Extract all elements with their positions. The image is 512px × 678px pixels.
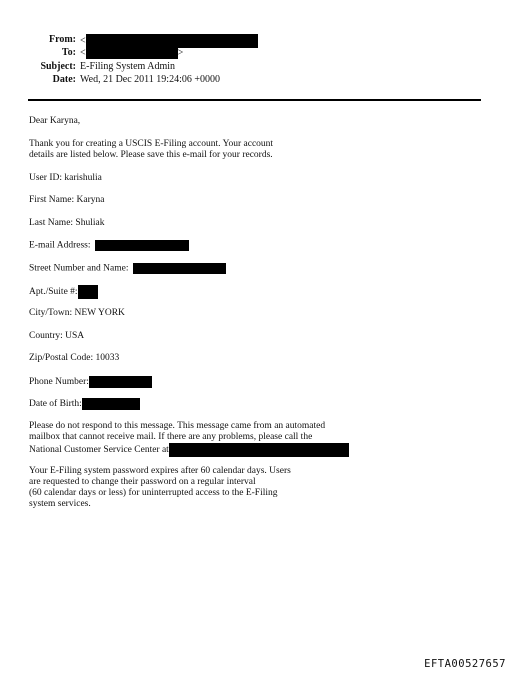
apt-label: Apt./Suite #: <box>29 287 78 298</box>
dob-row <box>29 398 140 410</box>
street-redaction <box>133 263 226 274</box>
password-line-2: are requested to change their password on a regular interval <box>29 477 256 487</box>
greeting: Dear Karyna, <box>29 116 81 126</box>
phone-center-redaction <box>169 443 349 457</box>
intro-line-2: details are listed below. Please save this e-mail for your records. <box>29 150 273 160</box>
intro-line-1: Thank you for creating a USCIS E-Filing account. Your account <box>29 139 274 149</box>
dob-redaction <box>82 398 140 410</box>
zip: Zip/Postal Code: 10033 <box>29 353 120 363</box>
from-redaction <box>86 34 258 48</box>
phone-label: Phone Number: <box>29 377 89 388</box>
city: City/Town: NEW YORK <box>29 308 125 318</box>
notice-line-3: National Customer Service Center at <box>29 445 169 456</box>
date-value: Wed, 21 Dec 2011 19:24:06 +0000 <box>80 74 220 85</box>
apt-row <box>29 285 98 299</box>
date-label: Date: <box>52 74 76 85</box>
dob-label: Date of Birth: <box>29 399 82 410</box>
country: Country: USA <box>29 331 85 341</box>
subject-value: E-Filing System Admin <box>80 61 176 72</box>
phone-row <box>29 376 152 388</box>
from-prefix: < <box>80 35 86 47</box>
to-label: To: <box>61 47 76 58</box>
first-name: First Name: Karyna <box>29 195 105 205</box>
email-address-row <box>29 240 189 252</box>
email-address-label: E-mail Address: <box>29 240 91 251</box>
to-value <box>80 47 183 59</box>
document-id: EFTA00527657 <box>424 658 506 670</box>
password-line-3: (60 calendar days or less) for uninterrupted access to the E-Filing <box>29 488 278 498</box>
to-prefix: < <box>80 47 86 59</box>
notice-line-1: Please do not respond to this message. This message came from an automated <box>29 421 326 431</box>
street-row <box>29 263 226 275</box>
phone-redaction <box>89 376 152 388</box>
header-divider <box>28 99 481 101</box>
to-suffix: > <box>177 47 184 59</box>
password-line-1: Your E-Filing system password expires after 60 calendar days. Users <box>29 466 291 476</box>
user-id: User ID: karishulia <box>29 173 102 183</box>
to-redaction <box>86 47 178 59</box>
apt-redaction <box>78 285 98 299</box>
last-name: Last Name: Shuliak <box>29 218 105 228</box>
subject-label: Subject: <box>40 61 76 72</box>
email-redaction <box>95 240 189 251</box>
password-line-4: system services. <box>29 499 91 509</box>
from-label: From: <box>48 34 76 45</box>
notice-line-2: mailbox that cannot receive mail. If there are any problems, please call the <box>29 432 313 442</box>
notice-line-3-row <box>29 443 349 457</box>
from-value <box>80 34 258 48</box>
street-label: Street Number and Name: <box>29 263 129 274</box>
